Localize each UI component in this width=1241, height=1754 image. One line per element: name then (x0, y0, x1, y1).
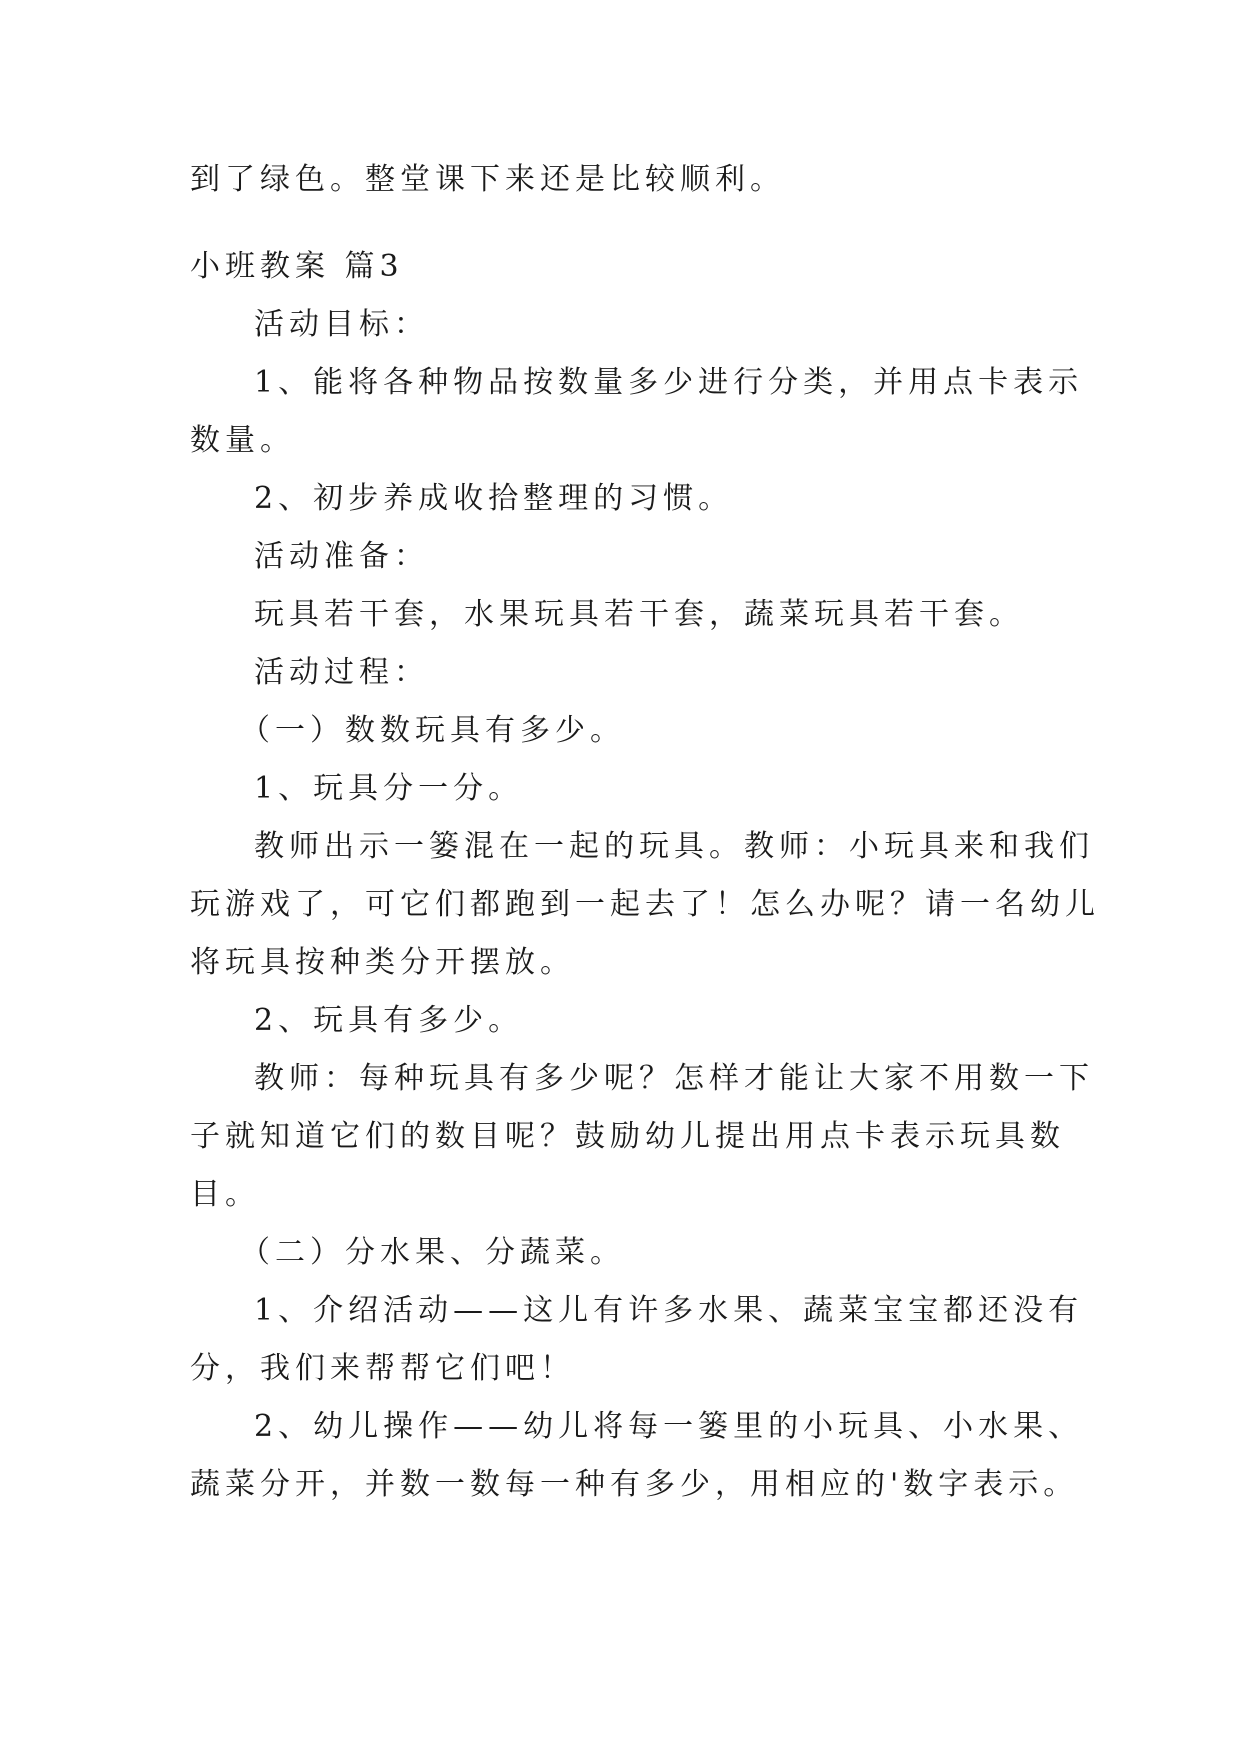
paragraph-line: 到了绿色。整堂课下来还是比较顺利。 (190, 162, 785, 197)
paragraph-line: 将玩具按种类分开摆放。 (190, 945, 575, 980)
document-body (190, 162, 1100, 1528)
paragraph-line: 玩游戏了，可它们都跑到一起去了！怎么办呢？请一名幼儿 (190, 887, 1100, 922)
paragraph-line: 活动过程： (254, 655, 429, 690)
paragraph-line: 2、初步养成收拾整理的习惯。 (254, 481, 734, 516)
paragraph-line: 活动目标： (254, 307, 429, 342)
paragraph-line: 1、介绍活动——这儿有许多水果、蔬菜宝宝都还没有 (254, 1293, 1084, 1328)
paragraph-line: 活动准备： (254, 539, 429, 574)
paragraph-line: 子就知道它们的数目呢？鼓励幼儿提出用点卡表示玩具数 (190, 1119, 1065, 1154)
paragraph-line: 2、幼儿操作——幼儿将每一篓里的小玩具、小水果、 (254, 1409, 1084, 1444)
paragraph-line: 目。 (190, 1177, 260, 1212)
paragraph-line: （二）分水果、分蔬菜。 (240, 1235, 625, 1270)
paragraph-line: 数量。 (190, 423, 295, 458)
paragraph-line: 教师：每种玩具有多少呢？怎样才能让大家不用数一下 (254, 1061, 1094, 1096)
paragraph-line: 1、能将各种物品按数量多少进行分类，并用点卡表示 (254, 365, 1084, 400)
paragraph-line: 2、玩具有多少。 (254, 1003, 524, 1038)
paragraph-line: 教师出示一篓混在一起的玩具。教师：小玩具来和我们 (254, 829, 1094, 864)
paragraph-line: 蔬菜分开，并数一数每一种有多少，用相应的'数字表示。 (190, 1467, 1079, 1502)
section-heading: 小班教案 篇3 (190, 249, 404, 284)
paragraph-line: 分，我们来帮帮它们吧！ (190, 1351, 575, 1386)
paragraph-line: 玩具若干套，水果玩具若干套，蔬菜玩具若干套。 (254, 597, 1024, 632)
paragraph-line: 1、玩具分一分。 (254, 771, 524, 806)
paragraph-line: （一）数数玩具有多少。 (240, 713, 625, 748)
